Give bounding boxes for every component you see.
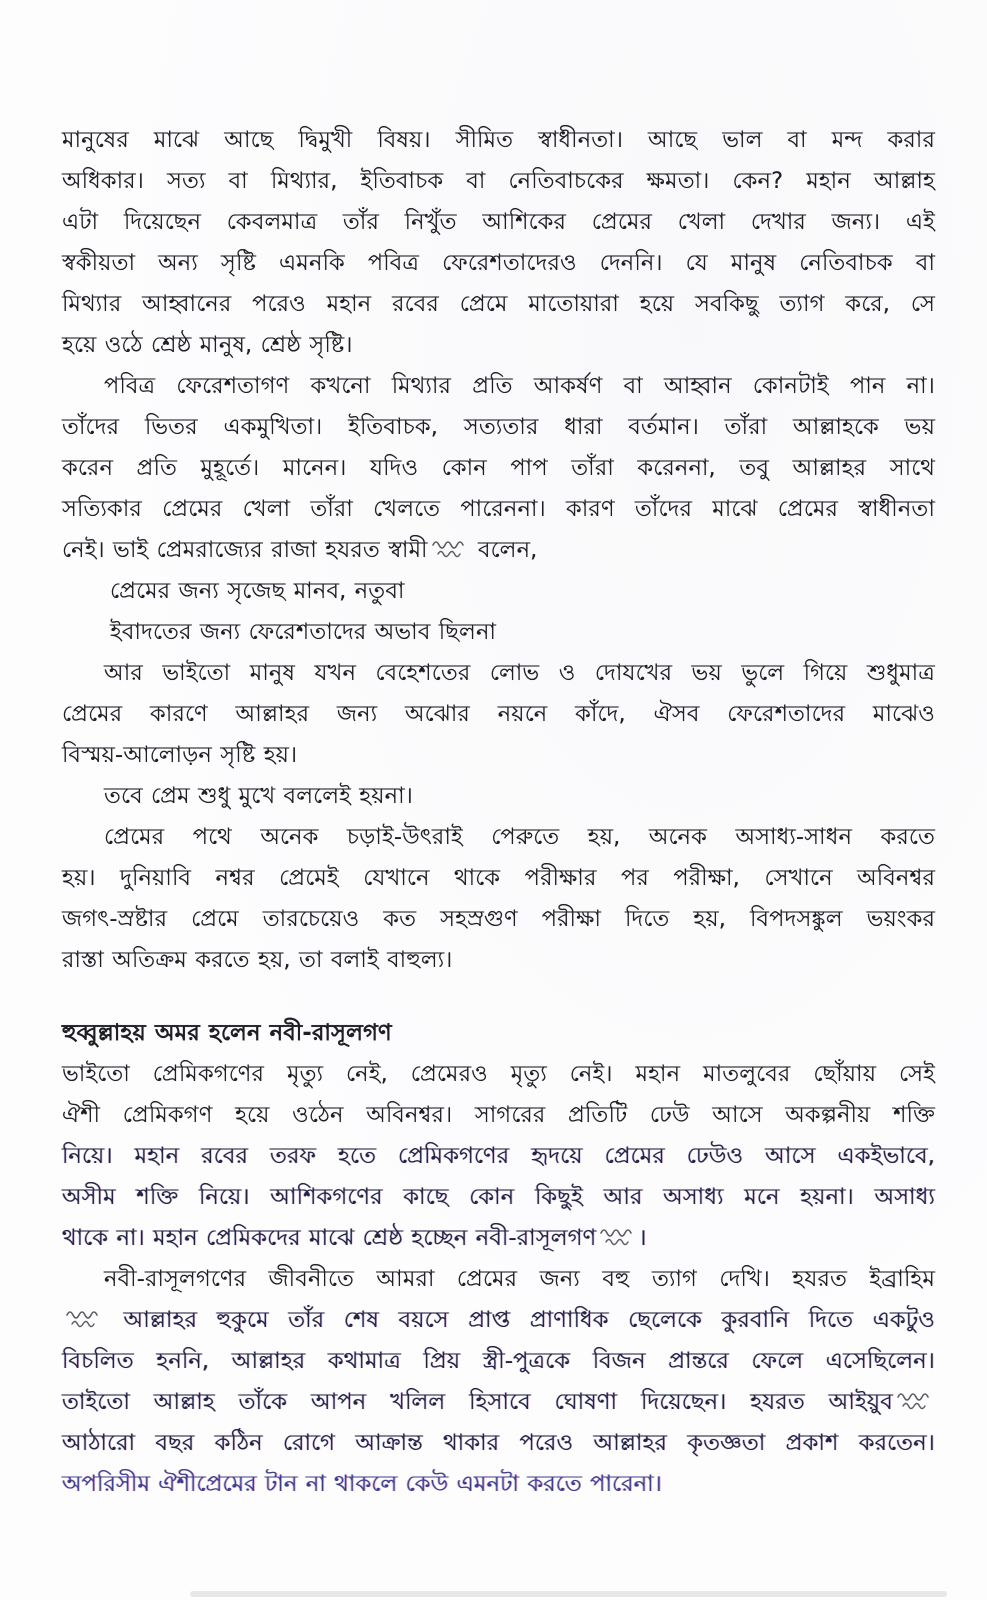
text-line: [62, 1177, 935, 1218]
text-segment: ।: [638, 1225, 647, 1251]
section-heading: [62, 1013, 935, 1054]
text-segment: হয়। দুনিয়াবি নশ্বর প্রেমেই যেখানে থাকে পরীক্ষার পর পরীক্ষা, সেখানে অবিনশ্বর: [62, 865, 935, 891]
text-line: [62, 940, 935, 981]
text-segment: তাইতো আল্লাহ তাঁকে আপন খলিল হিসাবে ঘোষণা দিয়েছেন। হযরত আইয়ুব: [62, 1389, 893, 1415]
text-segment: প্রেমের জন্য সৃজেছ মানব, নতুবা: [110, 578, 405, 604]
text-segment: হয়ে ওঠে শ্রেষ্ঠ মানুষ, শ্রেষ্ঠ সৃষ্টি।: [62, 332, 353, 358]
text-segment: ভাইতো প্রেমিকগণের মৃত্যু নেই, প্রেমেরও মৃত্যু নেই। মহান মাতলুবের ছোঁয়ায় সেই: [62, 1061, 935, 1087]
text-segment: অপরিসীম ঐশীপ্রেমের টান না থাকলে কেউ এমনটা করতে পারেনা।: [62, 1471, 662, 1497]
text-segment: আল্লাহর হুকুমে তাঁর শেষ বয়সে প্রাপ্ত প্রাণাধিক ছেলেকে কুরবানি দিতে একটুও: [104, 1307, 935, 1333]
scan-edge-shadow: [190, 1591, 947, 1597]
text-line: [62, 1300, 935, 1341]
text-line: [62, 1136, 935, 1177]
text-line: [62, 284, 935, 325]
text-line: [62, 899, 935, 940]
text-line: [62, 161, 935, 202]
text-segment: বলেন,: [469, 537, 538, 563]
text-block: [62, 120, 935, 1505]
text-line: [62, 1095, 935, 1136]
text-segment: হুব্বুল্লাহয় অমর হলেন নবী-রাসূলগণ: [62, 1020, 392, 1046]
text-segment: প্রেমের কারণে আল্লাহর জন্য অঝোর নয়নে কাঁদে, ঐসব ফেরেশতাদের মাঝেও: [62, 701, 935, 727]
text-line: [62, 571, 935, 612]
text-segment: করেন প্রতি মুহূর্তে। মানেন। যদিও কোন পাপ তাঁরা করেননা, তবু আল্লাহর সাথে: [62, 455, 935, 481]
text-segment: রাস্তা অতিক্রম করতে হয়, তা বলাই বাহুল্য।: [62, 947, 453, 973]
text-segment: আর ভাইতো মানুষ যখন বেহেশতের লোভ ও দোযখের ভয় ভুলে গিয়ে শুধুমাত্র: [104, 660, 935, 686]
text-segment: অসীম শক্তি নিয়ে। আশিকগণের কাছে কোন কিছুই আর অসাধ্য মনে হয়না। অসাধ্য: [62, 1184, 935, 1210]
text-segment: স্বকীয়তা অন্য সৃষ্টি এমনকি পবিত্র ফেরেশতাদেরও দেননি। যে মানুষ নেতিবাচক বা: [62, 250, 935, 276]
text-line: [62, 694, 935, 735]
text-segment: ইবাদতের জন্য ফেরেশতাদের অভাব ছিলনা: [110, 619, 497, 645]
text-line: [62, 325, 935, 366]
text-line: [62, 1218, 935, 1259]
text-line: [62, 1464, 935, 1505]
text-segment: প্রেমের পথে অনেক চড়াই-উৎরাই পেরুতে হয়, অনেক অসাধ্য-সাধন করতে: [104, 824, 935, 850]
text-line: [62, 735, 935, 776]
text-segment: তাঁদের ভিতর একমুখিতা। ইতিবাচক, সত্যতার ধারা বর্তমান। তাঁরা আল্লাহকে ভয়: [62, 414, 935, 440]
text-line: [62, 202, 935, 243]
text-segment: বিচলিত হননি, আল্লাহর কথামাত্র প্রিয় স্ত্রী-পুত্রকে বিজন প্রান্তরে ফেলে এসেছিলেন।: [62, 1348, 935, 1374]
text-line: [62, 243, 935, 284]
text-segment: জগৎ-স্রষ্টার প্রেমে তারচেয়েও কত সহস্রগুণ পরীক্ষা দিতে হয়, বিপদসঙ্কুল ভয়ংকর: [62, 906, 935, 932]
text-line: [62, 489, 935, 530]
text-segment: পবিত্র ফেরেশতাগণ কখনো মিথ্যার প্রতি আকর্ষণ বা আহ্বান কোনটাই পান না।: [104, 373, 935, 399]
text-line: [62, 776, 935, 817]
honorific-scribble-icon: [65, 1307, 101, 1329]
text-line: [62, 612, 935, 653]
text-line: [62, 1259, 935, 1300]
text-line: [62, 817, 935, 858]
text-segment: নিয়ে। মহান রবের তরফ হতে প্রেমিকগণের হৃদয়ে প্রেমের ঢেউও আসে একইভাবে,: [62, 1143, 935, 1169]
text-segment: অধিকার। সত্য বা মিথ্যার, ইতিবাচক বা নেতিবাচকের ক্ষমতা। কেন? মহান আল্লাহ: [62, 168, 935, 194]
text-segment: থাকে না। মহান প্রেমিকদের মাঝে শ্রেষ্ঠ হচ্ছেন নবী-রাসূলগণ: [62, 1225, 597, 1251]
text-segment: তবে প্রেম শুধু মুখে বললেই হয়না।: [104, 783, 413, 809]
text-line: [62, 1054, 935, 1095]
text-line: [62, 1382, 935, 1423]
text-segment: এটা দিয়েছেন কেবলমাত্র তাঁর নিখুঁত আশিকের প্রেমের খেলা দেখার জন্য। এই: [62, 209, 935, 235]
text-segment: নেই। ভাই প্রেমরাজ্যের রাজা হযরত স্বামী: [62, 537, 428, 563]
text-line: [62, 120, 935, 161]
text-line: [62, 448, 935, 489]
text-segment: সত্যিকার প্রেমের খেলা তাঁরা খেলতে পারেননা। কারণ তাঁদের মাঝে প্রেমের স্বাধীনতা: [62, 496, 935, 522]
honorific-scribble-icon: [431, 537, 467, 559]
text-line: [62, 1423, 935, 1464]
text-segment: মিথ্যার আহ্বানের পরেও মহান রবের প্রেমে মাতোয়ারা হয়ে সবকিছু ত্যাগ করে, সে: [62, 291, 935, 317]
text-segment: আঠারো বছর কঠিন রোগে আক্রান্ত থাকার পরেও আল্লাহর কৃতজ্ঞতা প্রকাশ করতেন।: [62, 1430, 935, 1456]
text-line: [62, 1341, 935, 1382]
text-line: [62, 530, 935, 571]
honorific-scribble-icon: [599, 1225, 635, 1247]
text-segment: মানুষের মাঝে আছে দ্বিমুখী বিষয়। সীমিত স্বাধীনতা। আছে ভাল বা মন্দ করার: [62, 127, 935, 153]
text-segment: ঐশী প্রেমিকগণ হয়ে ওঠেন অবিনশ্বর। সাগরের প্রতিটি ঢেউ আসে অকল্পনীয় শক্তি: [62, 1102, 935, 1128]
honorific-scribble-icon: [896, 1389, 932, 1411]
text-line: [62, 407, 935, 448]
text-line: [62, 858, 935, 899]
text-segment: বিস্ময়-আলোড়ন সৃষ্টি হয়।: [62, 742, 298, 768]
text-line: [62, 366, 935, 407]
text-segment: নবী-রাসূলগণের জীবনীতে আমরা প্রেমের জন্য বহু ত্যাগ দেখি। হযরত ইব্রাহিম: [104, 1266, 935, 1292]
text-line: [62, 653, 935, 694]
